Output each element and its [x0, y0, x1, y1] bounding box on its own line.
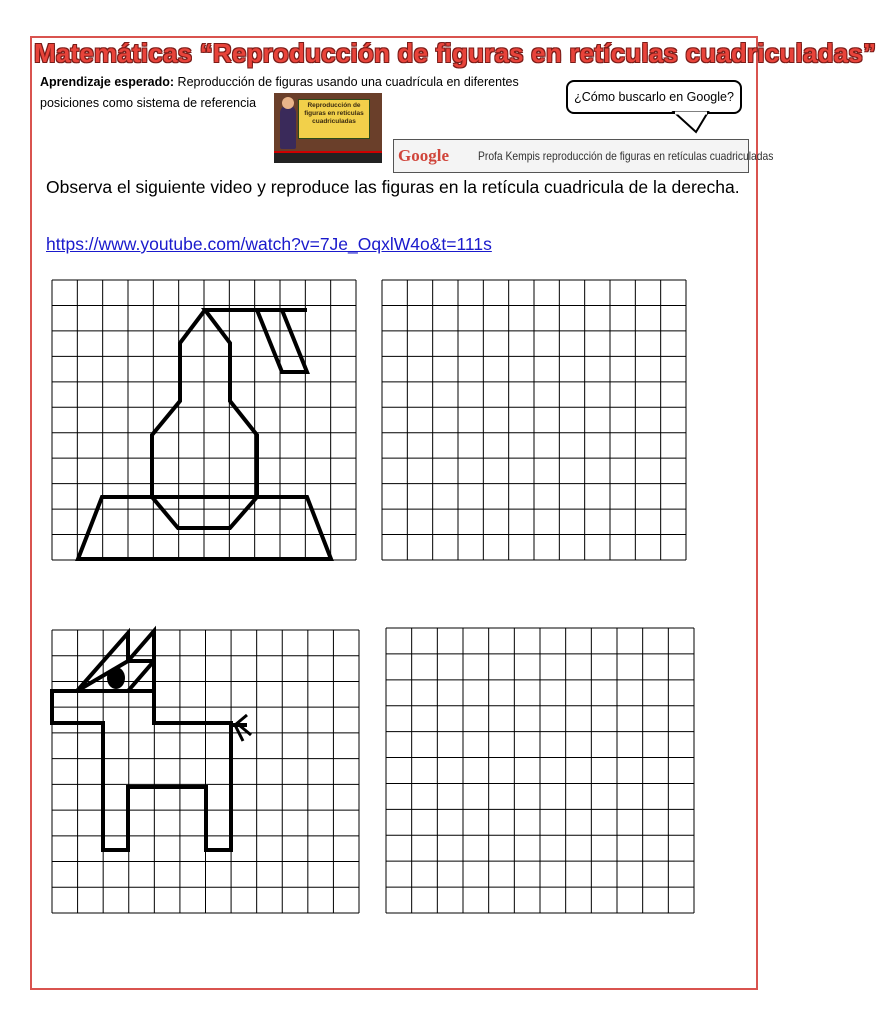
video-link[interactable]: https://www.youtube.com/watch?v=7Je_OqxlW4o&t=111s: [46, 234, 492, 254]
donkey-eye: [107, 667, 125, 689]
figure-donkey: [52, 631, 251, 850]
speech-bubble-tail: [672, 110, 716, 134]
google-search-bar: [393, 139, 774, 173]
speech-bubble: ¿Cómo buscarlo en Google?: [566, 80, 742, 114]
vase-handle: [257, 310, 307, 372]
instructions-text: Observa el siguiente video y reproduce las figuras en la retícula cuadricula de la derecha.: [46, 177, 740, 197]
grid-lines: [52, 630, 359, 913]
grid-blank-2: [385, 627, 695, 914]
learning-objective-text-1: Reproducción de figuras usando una cuadrícula en diferentes: [174, 75, 519, 89]
page-title: Matemáticas “Reproducción de figuras en retículas cuadriculadas”: [34, 38, 876, 68]
donkey-ear-right: [128, 631, 154, 661]
video-thumbnail[interactable]: [274, 93, 382, 163]
learning-objective-label: Aprendizaje esperado:: [40, 75, 175, 89]
grid-lines: [382, 280, 686, 560]
search-query-text: Profa Kempis reproducción de figuras en retículas cuadriculadas: [478, 149, 774, 163]
teacher-head: [282, 97, 294, 109]
grid-blank-1: [381, 279, 687, 561]
grid-lines: [52, 280, 356, 560]
grid-lines: [386, 628, 694, 913]
grid-figure-2: [51, 629, 360, 914]
google-logo: [398, 143, 449, 169]
grid-figure-1: [51, 279, 357, 561]
video-board-title: Reproducción de figuras en retículas cuadriculadas: [298, 99, 370, 139]
video-controls-bar: [274, 153, 382, 163]
google-logo-text: Google: [398, 146, 449, 165]
learning-objective-text-2: posiciones como sistema de referencia: [40, 96, 257, 110]
teacher-avatar: [280, 105, 296, 149]
